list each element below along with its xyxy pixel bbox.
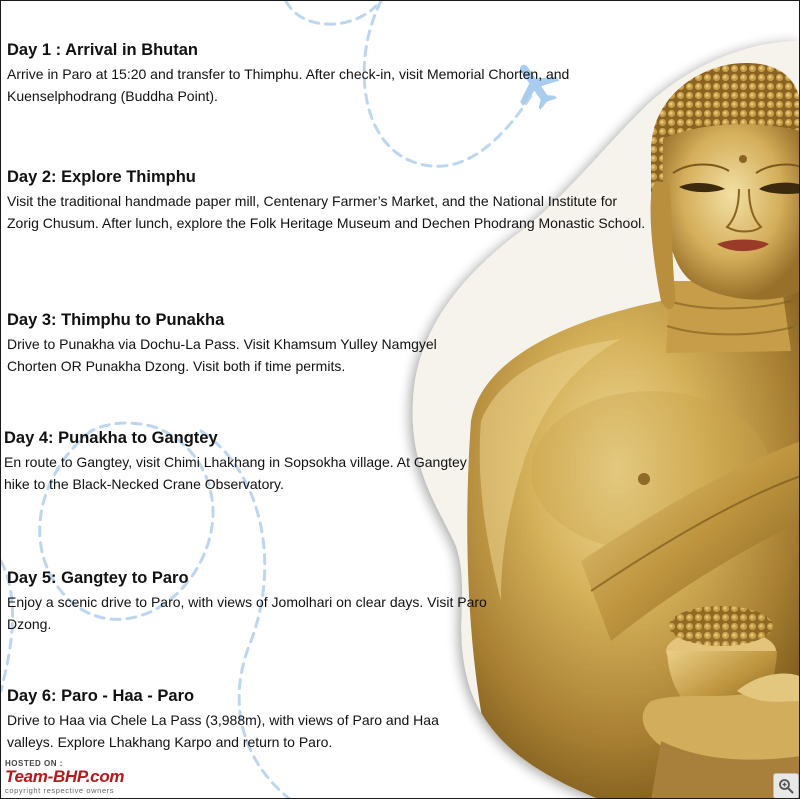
day-1-description: Arrive in Paro at 15:20 and transfer to Thimphu. After check-in, visit Memorial Chorten, and Kuenselphodrang (Buddha Point). bbox=[7, 66, 570, 104]
zoom-button[interactable] bbox=[773, 773, 799, 799]
day-1-title: Day 1 : Arrival in Bhutan bbox=[7, 41, 199, 59]
day-5-title: Day 5: Gangtey to Paro bbox=[7, 569, 189, 587]
day-3-title: Day 3: Thimphu to Punakha bbox=[7, 311, 225, 329]
day-3-block bbox=[7, 311, 477, 377]
watermark-brand: Team-BHP.com bbox=[5, 767, 125, 786]
day-3-description: Drive to Punakha via Dochu-La Pass. Visit Khamsum Yulley Namgyel Chorten OR Punakha Dzong. Visit both if time permits. bbox=[7, 336, 437, 374]
day-4-description: En route to Gangtey, visit Chimi Lhakhang in Sopsokha village. At Gangtey hike to the Black-Necked Crane Observatory. bbox=[4, 454, 467, 492]
day-5-block bbox=[7, 569, 487, 635]
day-6-title: Day 6: Paro - Haa - Paro bbox=[7, 687, 195, 705]
day-2-description: Visit the traditional handmade paper mill, Centenary Farmer’s Market, and the National Institute for Zorig Chusum. After lunch, explore the Folk Heritage Museum and Dechen Phodrang Monastic School. bbox=[7, 193, 646, 231]
background-decoration bbox=[1, 1, 800, 799]
buddha-statue-image bbox=[401, 31, 800, 799]
day-5-description: Enjoy a scenic drive to Paro, with views of Jomolhari on clear days. Visit Paro Dzong. bbox=[7, 594, 487, 632]
day-6-description: Drive to Haa via Chele La Pass (3,988m), with views of Paro and Haa valleys. Explore Lhakhang Karpo and return to Paro. bbox=[7, 712, 439, 750]
team-bhp-watermark bbox=[5, 759, 205, 795]
zoom-icon bbox=[778, 778, 794, 794]
day-4-block bbox=[4, 429, 474, 495]
day-2-block bbox=[7, 168, 647, 234]
day-2-title: Day 2: Explore Thimphu bbox=[7, 168, 196, 186]
watermark-copyright: copyright respective owners bbox=[5, 786, 115, 795]
day-1-block bbox=[7, 41, 647, 107]
day-6-block bbox=[7, 687, 477, 753]
watermark-hosted-label: HOSTED ON : bbox=[5, 759, 63, 768]
day-4-title: Day 4: Punakha to Gangtey bbox=[4, 429, 218, 447]
